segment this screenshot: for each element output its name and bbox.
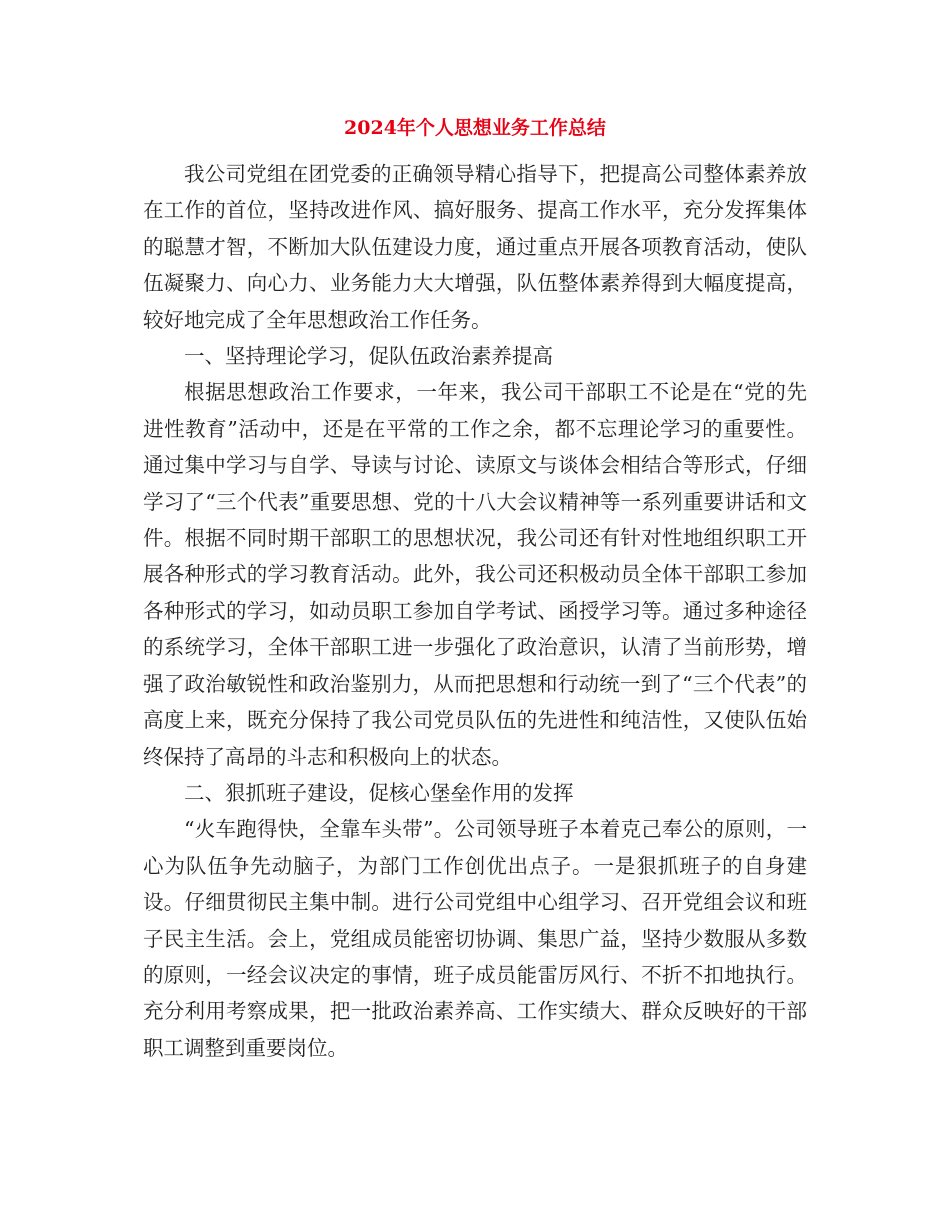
section-1-paragraph: 根据思想政治工作要求，一年来，我公司干部职工不论是在“党的先进性教育”活动中，还是在平常的工作之余，都不忘理论学习的重要性。通过集中学习与自学、导读与讨论、读原文与谈体会相结合等形式，仔细学习了“三个代表”重要思想、党的十八大会议精神等一系列重要讲话和文件。根据不同时期干部职工的思想状况，我公司还有针对性地组织职工开展各种形式的学习教育活动。此外，我公司还积极动员全体干部职工参加各种形式的学习，如动员职工参加自学考试、函授学习等。通过多种途径的系统学习，全体干部职工进一步强化了政治意识，认清了当前形势，增强了政治敏锐性和政治鉴别力，从而把思想和行动统一到了“三个代表”的高度上来，既充分保持了我公司党员队伍的先进性和纯洁性，又使队伍始终保持了高昂的斗志和积极向上的状态。 [143, 380, 807, 769]
document-title: 2024年个人思想业务工作总结 [344, 117, 606, 139]
section-heading-2: 二、狠抓班子建设，促核心堡垒作用的发挥 [184, 780, 574, 805]
section-heading-1: 一、坚持理论学习，促队伍政治素养提高 [184, 344, 553, 369]
intro-paragraph: 我公司党组在团党委的正确领导精心指导下，把提高公司整体素养放在工作的首位，坚持改进作风、搞好服务、提高工作水平，充分发挥集体的聪慧才智，不断加大队伍建设力度，通过重点开展各项教育活动，使队伍凝聚力、向心力、业务能力大大增强，队伍整体素养得到大幅度提高，较好地完成了全年思想政治工作任务。 [143, 162, 807, 332]
document-body [143, 156, 807, 1066]
section-2-paragraph: “火车跑得快，全靠车头带”。公司领导班子本着克己奉公的原则，一心为队伍争先动脑子，为部门工作创优出点子。一是狠抓班子的自身建设。仔细贯彻民主集中制。进行公司党组中心组学习、召开党组会议和班子民主生活。会上，党组成员能密切协调、集思广益，坚持少数服从多数的原则，一经会议决定的事情，班子成员能雷厉风行、不折不扣地执行。充分利用考察成果，把一批政治素养高、工作实绩大、群众反映好的干部职工调整到重要岗位。 [143, 817, 807, 1060]
